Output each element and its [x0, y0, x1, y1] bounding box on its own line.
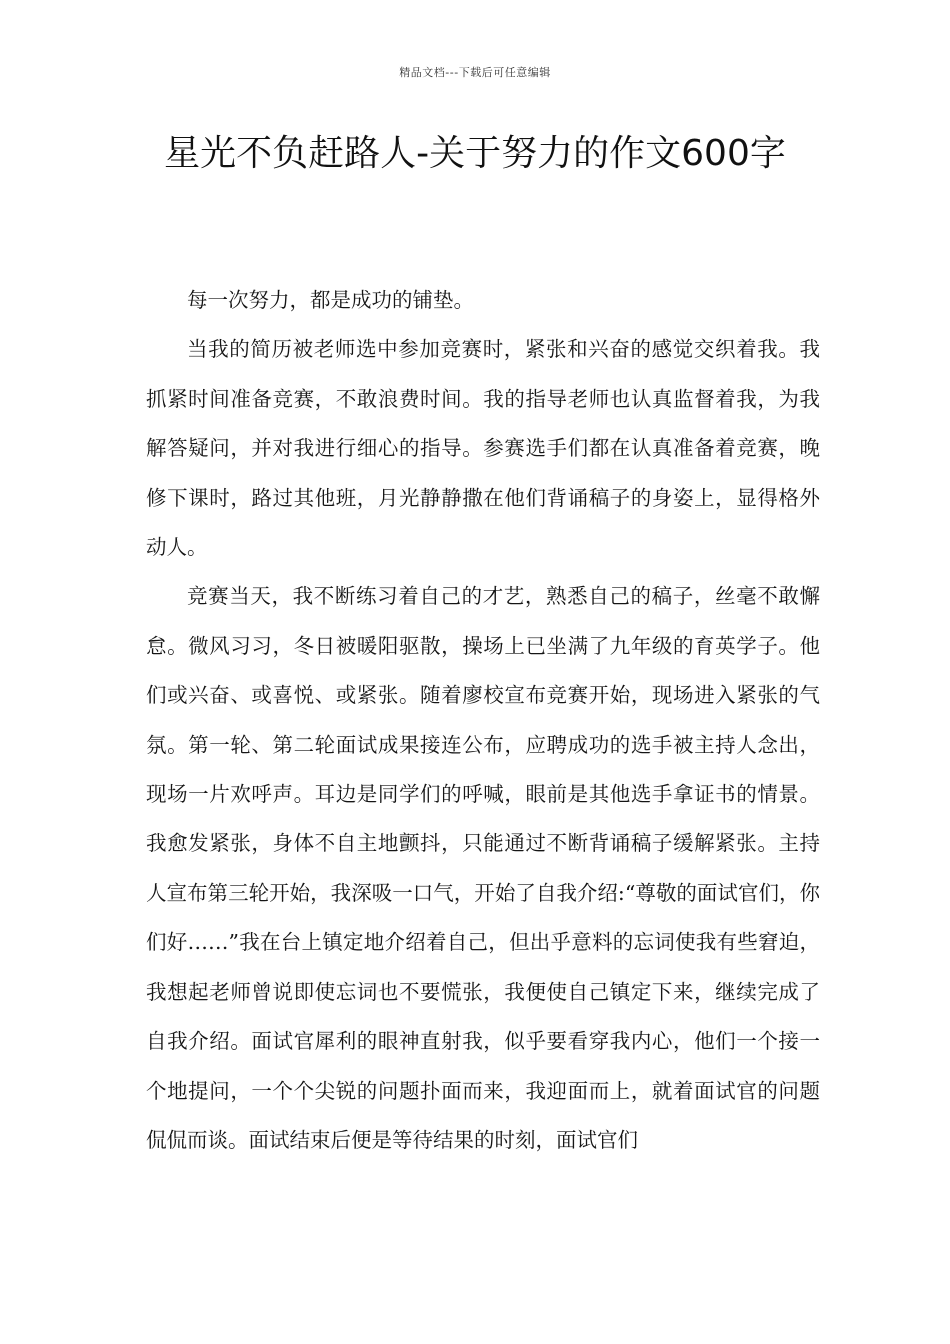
paragraph: 每一次努力，都是成功的铺垫。: [187, 288, 474, 312]
essay-body: [146, 276, 820, 1165]
paragraph: 竞赛当天，我不断练习着自己的才艺，熟悉自己的稿子，丝毫不敢懈怠。微风习习，冬日被暖阳驱散，操场上已坐满了九年级的育英学子。他们或兴奋、或喜悦、或紧张。随着廖校宣布竞赛开始，现场进入紧张的气氛。第一轮、第二轮面试成果接连公布，应聘成功的选手被主持人念出，现场一片欢呼声。耳边是同学们的呼喊，眼前是其他选手拿证书的情景。我愈发紧张，身体不自主地颤抖，只能通过不断背诵稿子缓解紧张。主持人宣布第三轮开始，我深吸一口气，开始了自我介绍:“尊敬的面试官们，你们好……”我在台上镇定地介绍着自己，但出乎意料的忘词使我有些窘迫，我想起老师曾说即使忘词也不要慌张，我便使自己镇定下来，继续完成了自我介绍。面试官犀利的眼神直射我，似乎要看穿我内心，他们一个接一个地提问，一个个尖锐的问题扑面而来，我迎面而上，就着面试官的问题侃侃而谈。面试结束后便是等待结果的时刻，面试官们: [146, 584, 820, 1152]
header-note: 精品文档---下载后可任意编辑: [399, 66, 551, 79]
paragraph: 当我的简历被老师选中参加竞赛时，紧张和兴奋的感觉交织着我。我抓紧时间准备竞赛，不敢浪费时间。我的指导老师也认真监督着我，为我解答疑问，并对我进行细心的指导。参赛选手们都在认真准备着竞赛，晚修下课时，路过其他班，月光静静撒在他们背诵稿子的身姿上，显得格外动人。: [146, 337, 820, 560]
page-title: 星光不负赶路人-关于努力的作文600字: [164, 133, 786, 174]
